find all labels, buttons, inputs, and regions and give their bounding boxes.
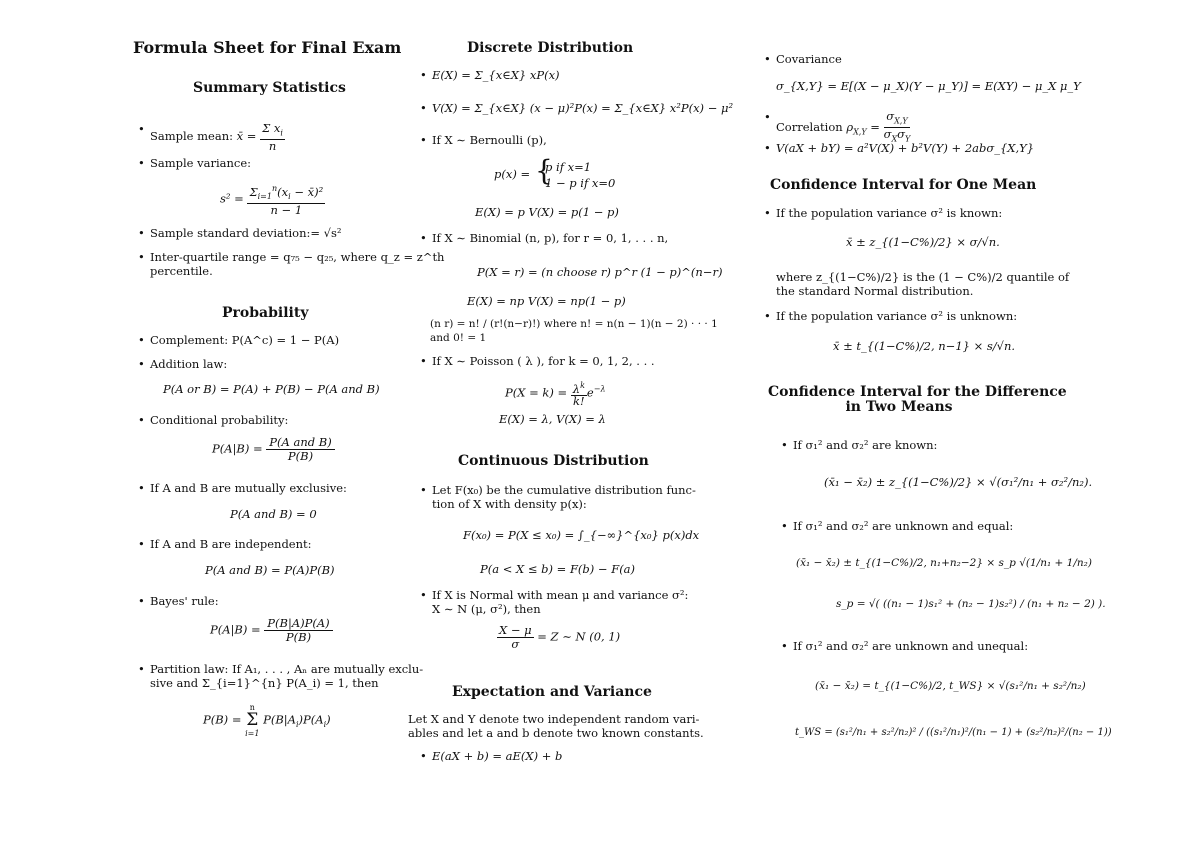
poisson-moments: E(X) = λ, V(X) = λ [499,412,606,426]
mutually-exclusive-formula: P(A and B) = 0 [230,507,317,521]
binomial-coef-line-2: and 0! = 1 [430,332,487,344]
ci-diff-equal-label: • If σ₁² and σ₂² are unknown and equal: [793,519,1013,533]
binomial-coef-line-1: (n r) = n! / (r!(n−r)!) where n! = n(n − 1)(n − 2) · · · 1 [430,318,718,330]
continuous-distribution-heading: Continuous Distribution [458,453,649,469]
addition-law-formula: P(A or B) = P(A) + P(B) − P(A and B) [163,382,380,396]
normal-line-2: X ∼ N (μ, σ²), then [432,602,541,616]
mutually-exclusive-label: • If A and B are mutually exclusive: [150,481,347,495]
binomial-label: • If X ∼ Binomial (n, p), for r = 0, 1, . . . n, [432,231,668,245]
partition-law-formula: P(B) = n Σ i=1 $P(B|A_i)P(A_i)$ [203,703,331,738]
pooled-sd-formula: s_p = √( ((n₁ − 1)s₁² + (n₂ − 1)s₂²) / (n₁ + n₂ − 2) ). [836,598,1106,610]
partition-law-line-2: sive and Σ_{i=1}^{n} P(A_i) = 1, then [150,676,379,690]
welch-df-formula: t_WS = (s₁²/n₁ + s₂²/n₂)² / ((s₁²/n₁)²/(n₁ − 1) + (s₂²/n₂)²/(n₂ − 1)) [795,727,1112,738]
poisson-label: • If X ∼ Poisson ( λ ), for k = 0, 1, 2, . . . [432,354,655,368]
bayes-rule-label: • Bayes' rule: [150,594,219,608]
correlation-item: • Correlation $\rho_{X,Y}$ = $\sigma_{X,Y}$ $\sigma_X\sigma_Y$ [776,110,910,146]
bernoulli-moments: E(X) = p V(X) = p(1 − p) [475,205,619,219]
expectation-intro-line-1: Let X and Y denote two independent random vari- [408,712,700,726]
iqr-line-1: • Inter-quartile range = q₇₅ − q₂₅, where q_z = z^th [150,250,444,264]
probability-heading: Probability [222,305,309,321]
partition-law-line-1: • Partition law: If A₁, . . . , Aₙ are mutually exclu- [150,662,423,676]
page-title: Formula Sheet for Final Exam [133,38,402,57]
covariance-formula: σ_{X,Y} = E[(X − μ_X)(Y − μ_Y)] = E(XY) − μ_X μ_Y [776,79,1081,93]
bernoulli-pmf-line-2: 1 − p if x=0 [545,176,616,190]
cdf-line-1: • Let F(x₀) be the cumulative distribution func- [432,483,696,497]
bernoulli-pmf-lhs: p(x) = [494,167,531,181]
covariance-label: • Covariance [776,52,842,66]
bayes-rule-formula: P(A|B) = $\frac{P(B|A)P(A)}{P(B)}$ [210,617,333,644]
expectation-intro-line-2: ables and let a and b denote two known constants. [408,726,704,740]
bernoulli-label: • If X ∼ Bernoulli (p), [432,133,547,147]
expected-value-item: • E(X) = Σ_{x∈X} xP(x) [432,68,560,82]
discrete-distribution-heading: Discrete Distribution [467,40,634,56]
independent-formula: P(A and B) = P(A)P(B) [205,563,335,577]
ci-unknown-label: • If the population variance σ² is unknown: [776,309,1017,323]
poisson-pmf: P(X = k) = $\frac{\lambda^k}{k!}$ $e^{-\lambda}$ [505,381,606,408]
normal-line-1: • If X is Normal with mean μ and variance σ²: [432,588,688,602]
variance-sum-item: • V(aX + bY) = a²V(X) + b²V(Y) + 2abσ_{X,Y} [776,141,1034,155]
independent-label: • If A and B are independent: [150,537,312,551]
sample-variance-label: • Sample variance: [150,156,251,170]
ci-diff-heading-line-2: in Two Means [845,399,953,415]
cdf-line-2: tion of X with density p(x): [432,497,587,511]
ci-diff-unequal-label: • If σ₁² and σ₂² are unknown and unequal: [793,639,1028,653]
summary-statistics-heading: Summary Statistics [193,80,346,96]
interval-formula: P(a < X ≤ b) = F(b) − F(a) [480,562,636,576]
cdf-formula: F(x₀) = P(X ≤ x₀) = ∫_{−∞}^{x₀} p(x)dx [463,528,700,542]
addition-law-label: • Addition law: [150,357,227,371]
ci-diff-equal-formula: (x̄₁ − x̄₂) ± t_{(1−C%)/2, n₁+n₂−2} × s_p √(1/n₁ + 1/n₂) [796,557,1092,569]
ci-where-line-2: the standard Normal distribution. [776,284,974,298]
ci-diff-known-label: • If σ₁² and σ₂² are known: [793,438,937,452]
ci-one-mean-heading: Confidence Interval for One Mean [770,177,1037,193]
ci-diff-unequal-formula: (x̄₁ − x̄₂) = t_{(1−C%)/2, t_WS} × √(s₁²/n₁ + s₂²/n₂) [815,680,1086,692]
linearity-item: • E(aX + b) = aE(X) + b [432,749,562,763]
bernoulli-pmf-line-1: p if x=1 [545,160,592,174]
ci-diff-known-formula: (x̄₁ − x̄₂) ± z_{(1−C%)/2} × √(σ₁²/n₁ + σ₂²/n₂). [824,475,1093,489]
standardize-formula: $\frac{X - \mu}{\sigma}$ = Z ∼ N (0, 1) [499,623,621,651]
sample-sd-item: • Sample standard deviation:= √s² [150,226,342,240]
iqr-line-2: percentile. [150,264,213,278]
ci-where-line-1: where z_{(1−C%)/2} is the (1 − C%)/2 quantile of [776,270,1070,284]
bernoulli-brace: { [535,154,553,187]
variance-item: • V(X) = Σ_{x∈X} (x − μ)²P(x) = Σ_{x∈X} x²P(x) − μ² [432,101,733,115]
sample-mean-item: • Sample mean: x̄ = $\frac{\Sigma x_i}{n}$ [150,122,285,152]
binomial-pmf: P(X = r) = (n choose r) p^r (1 − p)^(n−r) [477,265,723,279]
complement-item: • Complement: P(A^c) = 1 − P(A) [150,333,339,347]
expectation-variance-heading: Expectation and Variance [452,684,652,700]
ci-unknown-formula: x̄ ± t_{(1−C%)/2, n−1} × s/√n. [833,339,1016,353]
conditional-prob-label: • Conditional probability: [150,413,288,427]
binomial-moments: E(X) = np V(X) = np(1 − p) [467,294,626,308]
ci-known-label: • If the population variance σ² is known: [776,206,1002,220]
ci-diff-heading-line-1: Confidence Interval for the Difference [768,384,1067,400]
conditional-prob-formula: P(A|B) = P(A and B) P(B) [212,436,335,463]
ci-known-formula: x̄ ± z_{(1−C%)/2} × σ/√n. [846,235,1000,249]
sample-variance-formula: s² = $\frac{\Sigma_{i=1}^n(x_i - x̄)^2}{n - 1}$ [220,184,324,218]
